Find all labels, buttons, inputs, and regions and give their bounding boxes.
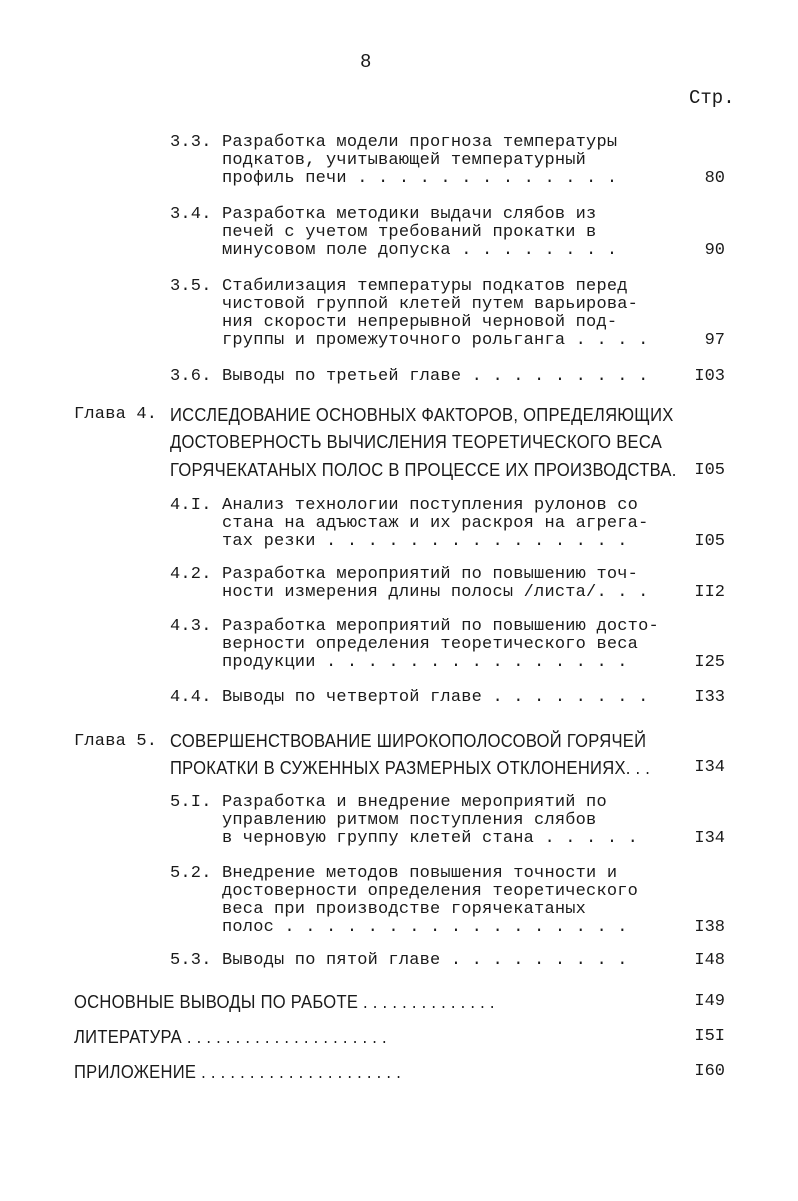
section-title-line: Разработка модели прогноза температуры bbox=[222, 133, 618, 152]
section-title-line: чистовой группой клетей путем варьирова- bbox=[222, 295, 639, 314]
section-title-line: продукции . . . . . . . . . . . . . . . bbox=[222, 653, 628, 672]
toc-end-item: ПРИЛОЖЕНИЕ . . . . . . . . . . . . . . . . . . . . . bbox=[74, 1062, 402, 1082]
chapter-title-line: СОВЕРШЕНСТВОВАНИЕ ШИРОКОПОЛОСОВОЙ ГОРЯЧЕЙ bbox=[170, 731, 647, 751]
section-title-line: Разработка методики выдачи слябов из bbox=[222, 205, 597, 224]
toc-end-item: ОСНОВНЫЕ ВЫВОДЫ ПО РАБОТЕ . . . . . . . . . . . . . . bbox=[74, 992, 495, 1012]
section-title-line: стана на адъюстаж и их раскроя на агрега- bbox=[222, 514, 649, 533]
toc-end-item-page: I49 bbox=[694, 992, 725, 1011]
section-page: I33 bbox=[694, 688, 725, 707]
chapter-label: Глава 4. bbox=[74, 405, 158, 424]
toc-end-item-page: I60 bbox=[694, 1062, 725, 1081]
section-page: I05 bbox=[694, 532, 725, 551]
section-number: 3.3. bbox=[170, 133, 212, 152]
section-page: I25 bbox=[694, 653, 725, 672]
section-title-line: минусовом поле допуска . . . . . . . . bbox=[222, 241, 618, 260]
chapter-label: Глава 5. bbox=[74, 732, 158, 751]
section-title-line: Стабилизация температуры подкатов перед bbox=[222, 277, 628, 296]
section-page: I03 bbox=[694, 367, 725, 386]
section-number: 5.I. bbox=[170, 793, 212, 812]
section-number: 3.6. bbox=[170, 367, 212, 386]
section-page: 80 bbox=[704, 169, 725, 188]
section-page: 90 bbox=[704, 241, 725, 260]
section-number: 4.I. bbox=[170, 496, 212, 515]
chapter-title-line: ГОРЯЧЕКАТАНЫХ ПОЛОС В ПРОЦЕССЕ ИХ ПРОИЗВОДСТВА. bbox=[170, 460, 677, 480]
section-page: 97 bbox=[704, 331, 725, 350]
toc-end-item: ЛИТЕРАТУРА . . . . . . . . . . . . . . . . . . . . . bbox=[74, 1027, 387, 1047]
section-number: 5.3. bbox=[170, 951, 212, 970]
section-title-line: Анализ технологии поступления рулонов со bbox=[222, 496, 639, 515]
section-page: II2 bbox=[694, 583, 725, 602]
section-title-line: в черновую группу клетей стана . . . . . bbox=[222, 829, 639, 848]
section-title-line: Выводы по пятой главе . . . . . . . . . bbox=[222, 951, 628, 970]
section-title-line: полос . . . . . . . . . . . . . . . . . bbox=[222, 918, 628, 937]
page-number: 8 bbox=[360, 51, 372, 73]
section-number: 4.2. bbox=[170, 565, 212, 584]
chapter-title-line: ДОСТОВЕРНОСТЬ ВЫЧИСЛЕНИЯ ТЕОРЕТИЧЕСКОГО ВЕСА bbox=[170, 432, 663, 452]
section-title-line: достоверности определения теоретического bbox=[222, 882, 639, 901]
chapter-title-line: ИССЛЕДОВАНИЕ ОСНОВНЫХ ФАКТОРОВ, ОПРЕДЕЛЯЮЩИХ bbox=[170, 405, 674, 425]
section-title-line: подкатов, учитывающей температурный bbox=[222, 151, 587, 170]
toc-end-item-page: I5I bbox=[694, 1027, 725, 1046]
section-number: 3.5. bbox=[170, 277, 212, 296]
section-title-line: тах резки . . . . . . . . . . . . . . . bbox=[222, 532, 628, 551]
section-title-line: ния скорости непрерывной черновой под- bbox=[222, 313, 618, 332]
chapter-page: I05 bbox=[694, 461, 725, 480]
section-title-line: Выводы по третьей главе . . . . . . . . . bbox=[222, 367, 649, 386]
section-page: I48 bbox=[694, 951, 725, 970]
section-number: 4.3. bbox=[170, 617, 212, 636]
section-number: 4.4. bbox=[170, 688, 212, 707]
section-title-line: Разработка и внедрение мероприятий по bbox=[222, 793, 607, 812]
section-page: I34 bbox=[694, 829, 725, 848]
section-title-line: печей с учетом требований прокатки в bbox=[222, 223, 597, 242]
section-title-line: Разработка мероприятий по повышению досто- bbox=[222, 617, 659, 636]
section-title-line: ности измерения длины полосы /листа/. . . bbox=[222, 583, 649, 602]
section-title-line: Выводы по четвертой главе . . . . . . . . bbox=[222, 688, 649, 707]
section-title-line: верности определения теоретического веса bbox=[222, 635, 639, 654]
page-column-label: Стр. bbox=[689, 87, 735, 109]
section-number: 5.2. bbox=[170, 864, 212, 883]
section-title-line: веса при производстве горячекатаных bbox=[222, 900, 587, 919]
section-title-line: Внедрение методов повышения точности и bbox=[222, 864, 618, 883]
chapter-page: I34 bbox=[694, 758, 725, 777]
section-page: I38 bbox=[694, 918, 725, 937]
section-title-line: Разработка мероприятий по повышению точ- bbox=[222, 565, 639, 584]
section-number: 3.4. bbox=[170, 205, 212, 224]
section-title-line: группы и промежуточного рольганга . . . . bbox=[222, 331, 649, 350]
section-title-line: управлению ритмом поступления слябов bbox=[222, 811, 597, 830]
section-title-line: профиль печи . . . . . . . . . . . . . bbox=[222, 169, 618, 188]
chapter-title-line: ПРОКАТКИ В СУЖЕННЫХ РАЗМЕРНЫХ ОТКЛОНЕНИЯХ. . . bbox=[170, 758, 651, 778]
